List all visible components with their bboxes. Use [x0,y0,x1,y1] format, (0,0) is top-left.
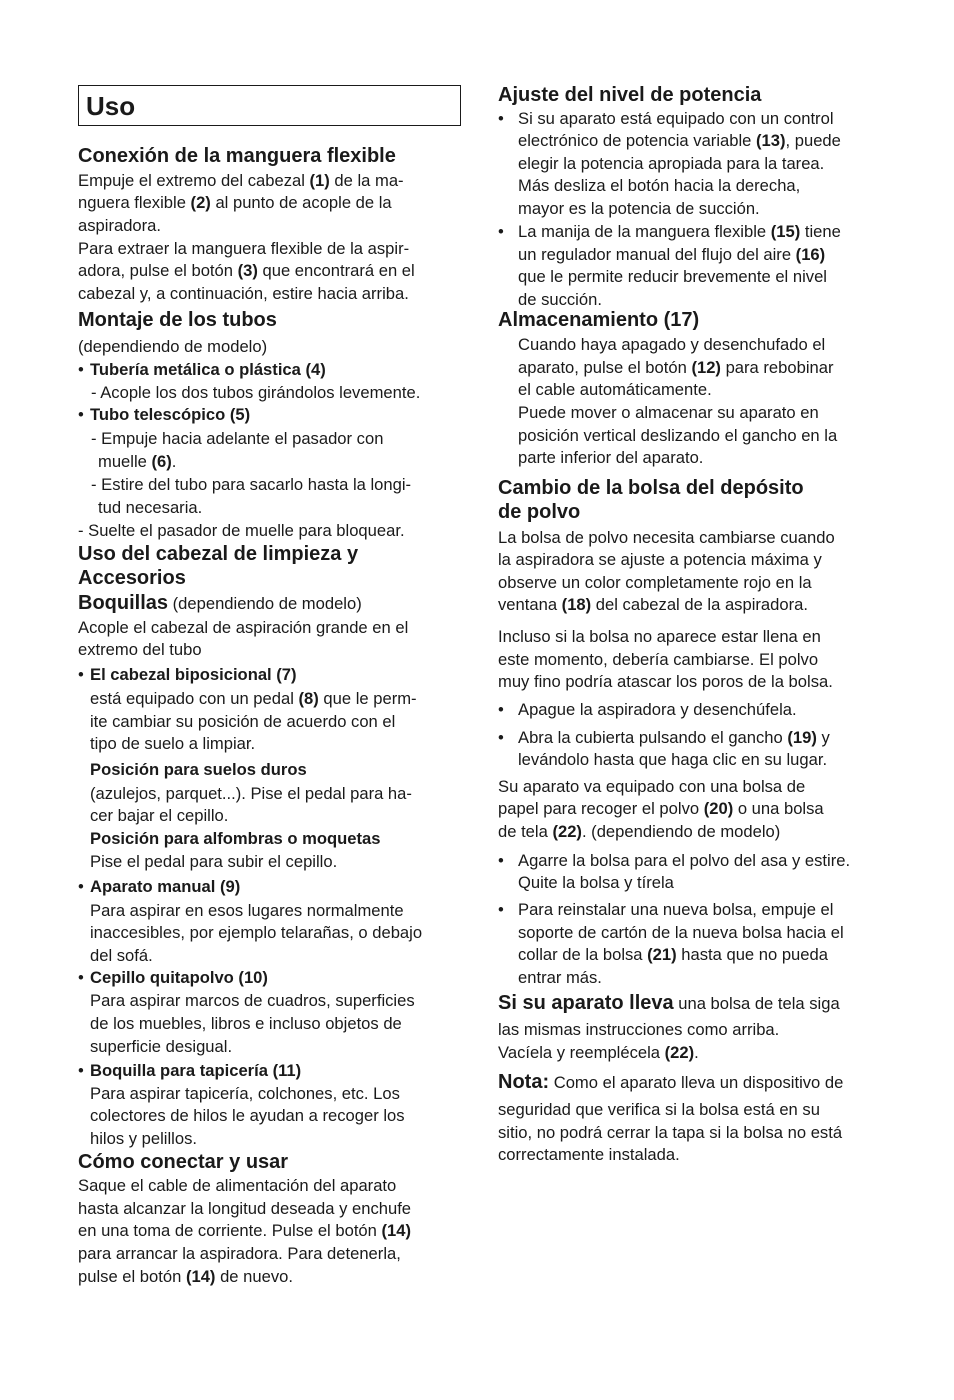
paragraph-line: parte inferior del aparato. [518,448,704,467]
paragraph-line: ventana (18) del cabezal de la aspiradora. [498,595,808,614]
heading-accessories: Accesorios [78,567,186,589]
paragraph-line: elegir la potencia apropiada para la tarea. [518,154,825,173]
bullet-dot: • [498,728,504,747]
paragraph-line: muy fino podría atascar los poros de la bolsa. [498,672,833,691]
paragraph-line: sitio, no podrá cerrar la tapa si la bolsa no está [498,1123,843,1142]
paragraph-line: hilos y pelillos. [90,1129,197,1148]
paragraph-line: observe un color completamente rojo en la [498,573,812,592]
heading-storage: Almacenamiento (17) [498,309,700,331]
paragraph-line: tud necesaria. [98,498,203,517]
paragraph-line: Más desliza el botón hacia la derecha, [518,176,801,195]
paragraph-line: del sofá. [90,946,153,965]
paragraph-line: Puede mover o almacenar su aparato en [518,403,819,422]
bullet-item: Boquilla para tapicería (11) [90,1061,302,1080]
paragraph-line: Para aspirar en esos lugares normalmente [90,901,404,920]
paragraph-line: Agarre la bolsa para el polvo del asa y estire. [518,851,851,870]
paragraph-line: de los muebles, libros e incluso objetos de [90,1014,402,1033]
paragraph-line: tipo de suelo a limpiar. [90,734,256,753]
paragraph-line: (dependiendo de modelo) [78,337,268,356]
paragraph-line: - Suelte el pasador de muelle para bloquear. [78,521,405,540]
paragraph-line: ite cambiar su posición de acuerdo con el [90,712,396,731]
paragraph-line: Quite la bolsa y tírela [518,873,674,892]
paragraph-line: muelle (6). [98,452,177,471]
heading-hose-connection: Conexión de la manguera flexible [78,145,396,167]
paragraph-line: que le permite reducir brevemente el nivel [518,267,827,286]
bullet-item: Aparato manual (9) [90,877,241,896]
paragraph-line: Para aspirar marcos de cuadros, superficies [90,991,415,1010]
bullet-dot: • [78,360,84,379]
subheading-carpets: Posición para alfombras o moquetas [90,829,381,848]
paragraph-line: de tela (22). (dependiendo de modelo) [498,822,781,841]
paragraph-line: mayor es la potencia de succión. [518,199,760,218]
bullet-item: Cepillo quitapolvo (10) [90,968,268,987]
paragraph-line: Cuando haya apagado y desenchufado el [518,335,826,354]
paragraph-line: la aspiradora se ajuste a potencia máxima y [498,550,822,569]
paragraph-line: superficie desigual. [90,1037,233,1056]
paragraph-line: La bolsa de polvo necesita cambiarse cuando [498,528,835,547]
paragraph-line: collar de la bolsa (21) hasta que no pueda [518,945,828,964]
paragraph-line: posición vertical deslizando el gancho en la [518,426,838,445]
paragraph-line: extremo del tubo [78,640,202,659]
bullet-dot: • [78,405,84,424]
bullet-dot: • [498,109,504,128]
paragraph-line: para arrancar la aspiradora. Para detenerla, [78,1244,401,1263]
paragraph-note: Nota: Como el aparato lleva un dispositivo de [498,1071,844,1093]
paragraph-line: - Empuje hacia adelante el pasador con [91,429,384,448]
paragraph-line: entrar más. [518,968,602,987]
subheading-nozzles: Boquillas (dependiendo de modelo) [78,592,362,614]
paragraph-line: Para reinstalar una nueva bolsa, empuje el [518,900,834,919]
heading-dust-bag: Cambio de la bolsa del depósito [498,477,804,499]
heading-accessories: Uso del cabezal de limpieza y [78,543,359,565]
paragraph-line: soporte de cartón de la nueva bolsa hacia el [518,923,844,942]
paragraph-line: de succión. [518,290,602,309]
page-title: Uso [86,91,136,121]
paragraph-line: hasta alcanzar la longitud deseada y enchufe [78,1199,412,1218]
paragraph-cloth-bag: Si su aparato lleva una bolsa de tela siga [498,992,840,1014]
subheading-hard-floors: Posición para suelos duros [90,760,307,779]
paragraph-line: las mismas instrucciones como arriba. [498,1020,780,1039]
paragraph-line: Abra la cubierta pulsando el gancho (19) y [518,728,830,747]
paragraph-line: - Estire del tubo para sacarlo hasta la longi- [91,475,412,494]
paragraph-line: colectores de hilos le ayudan a recoger los [90,1106,405,1125]
paragraph-line: Para extraer la manguera flexible de la aspir- [78,239,410,258]
bullet-dot: • [498,222,504,241]
paragraph-line: nguera flexible (2) al punto de acople de la [78,193,392,212]
paragraph-line: cer bajar el cepillo. [90,806,229,825]
paragraph-line: - Acople los dos tubos girándolos levemente. [91,383,421,402]
paragraph-line: cabezal y, a continuación, estire hacia arriba. [78,284,409,303]
bullet-item: Tubo telescópico (5) [90,405,251,424]
paragraph-line: el cable automáticamente. [518,380,712,399]
bullet-dot: • [78,1061,84,1080]
paragraph-line: Para aspirar tapicería, colchones, etc. Los [90,1084,400,1103]
paragraph-line: pulse el botón (14) de nuevo. [78,1267,293,1286]
bullet-dot: • [78,968,84,987]
paragraph-line: Empuje el extremo del cabezal (1) de la ma- [78,171,404,190]
section-title-box [78,85,461,126]
paragraph-line: levándolo hasta que haga clic en su lugar. [518,750,828,769]
paragraph-line: Su aparato va equipado con una bolsa de [498,777,806,796]
paragraph-line: Incluso si la bolsa no aparece estar llena en [498,627,821,646]
bullet-item: El cabezal biposicional (7) [90,665,297,684]
paragraph-line: aspiradora. [78,216,162,235]
heading-power-level: Ajuste del nivel de potencia [498,84,762,106]
heading-tube-assembly: Montaje de los tubos [78,309,277,331]
paragraph-line: seguridad que verifica si la bolsa está en su [498,1100,820,1119]
paragraph-line: adora, pulse el botón (3) que encontrará en el [78,261,415,280]
paragraph-line: electrónico de potencia variable (13), puede [518,131,841,150]
bullet-dot: • [498,700,504,719]
bullet-item: Tubería metálica o plástica (4) [90,360,326,379]
paragraph-line: correctamente instalada. [498,1145,680,1164]
paragraph-line: Saque el cable de alimentación del aparato [78,1176,397,1195]
paragraph-line: La manija de la manguera flexible (15) tiene [518,222,841,241]
paragraph-line: Pise el pedal para subir el cepillo. [90,852,338,871]
bullet-dot: • [78,665,84,684]
paragraph-line: (azulejos, parquet...). Pise el pedal para ha- [90,784,412,803]
paragraph-line: un regulador manual del flujo del aire (16) [518,245,826,264]
paragraph-line: está equipado con un pedal (8) que le perm- [90,689,417,708]
paragraph-line: Vacíela y reemplécela (22). [498,1043,699,1062]
bullet-dot: • [498,851,504,870]
paragraph-line: Acople el cabezal de aspiración grande en el [78,618,409,637]
bullet-dot: • [498,900,504,919]
heading-connect-use: Cómo conectar y usar [78,1151,289,1173]
paragraph-line: inaccesibles, por ejemplo telarañas, o debajo [90,923,423,942]
paragraph-line: aparato, pulse el botón (12) para rebobinar [518,358,834,377]
paragraph-line: este momento, debería cambiarse. El polvo [498,650,819,669]
bullet-dot: • [78,877,84,896]
heading-dust-bag: de polvo [498,501,581,523]
paragraph-line: en una toma de corriente. Pulse el botón (14) [78,1221,412,1240]
paragraph-line: Si su aparato está equipado con un control [518,109,834,128]
paragraph-line: Apague la aspiradora y desenchúfela. [518,700,797,719]
paragraph-line: papel para recoger el polvo (20) o una bolsa [498,799,824,818]
